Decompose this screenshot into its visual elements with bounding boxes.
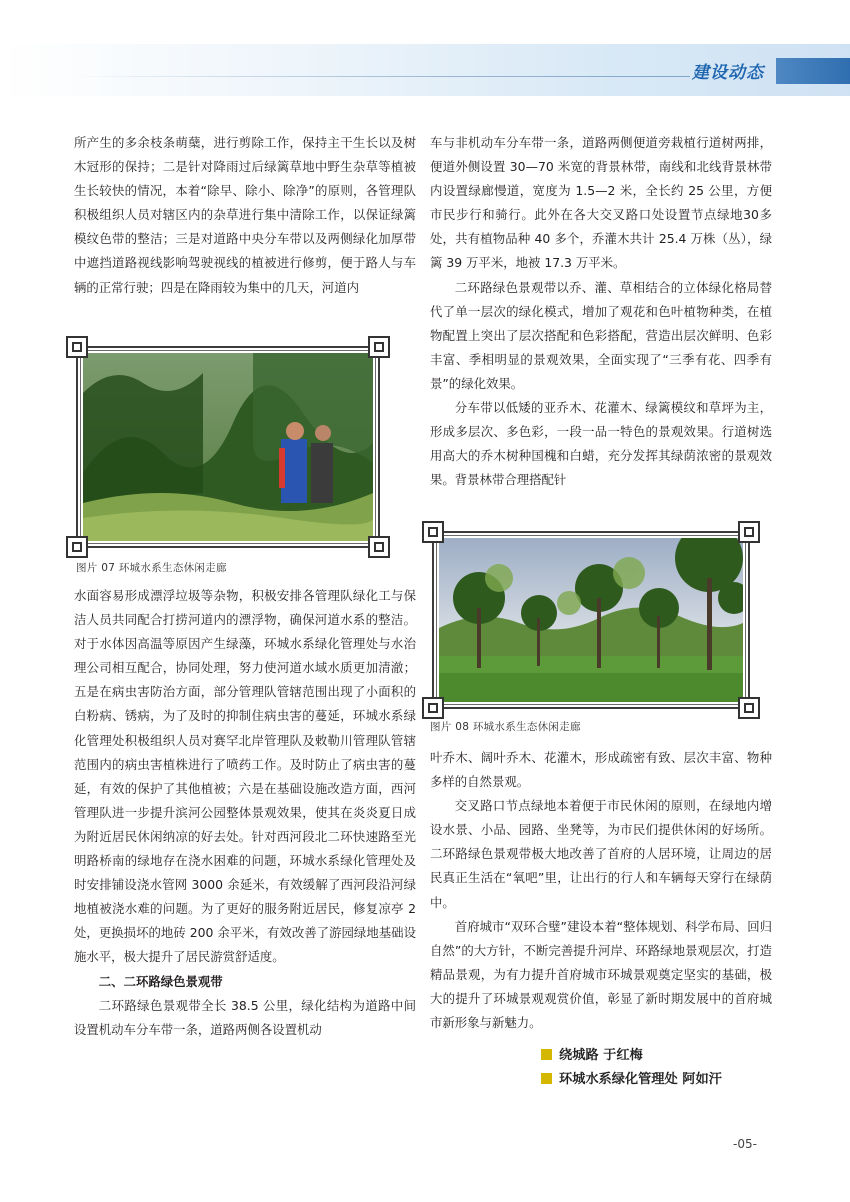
- section-header-title: 建设动态: [692, 63, 764, 83]
- frame-corner-ornament-icon: [738, 697, 760, 719]
- byline-text: 环城水系绿化管理处 阿如汗: [559, 1072, 722, 1087]
- frame-corner-ornament-icon: [66, 336, 88, 358]
- frame-corner-ornament-icon: [738, 521, 760, 543]
- frame-corner-ornament-icon: [422, 521, 444, 543]
- bullet-square-icon: [541, 1049, 552, 1060]
- paragraph: 交叉路口节点绿地本着便于市民休闲的原则，在绿地内增设水景、小品、园路、坐凳等，为市民们提供休闲的好场所。二环路绿色景观带极大地改善了首府的人居环境，让周边的居民真正生活在“氧吧”里，让出行的行人和车辆每天穿行在绿荫中。: [430, 798, 772, 910]
- header-tab: [776, 58, 850, 84]
- paragraph: 叶乔木、阔叶乔木、花灌木，形成疏密有致、层次丰富、物种多样的自然景观。: [430, 750, 772, 790]
- paragraph: 首府城市“双环合璧”建设本着“整体规划、科学布局、回归自然”的大方针，不断完善提升河岸、环路绿地景观层次，打造精品景观，为有力提升首府城市环城景观奠定坚实的基础，极大的提升了环城景观观赏价值，彰显了新时期发展中的首府城市新形象与新魅力。: [430, 918, 772, 1031]
- frame-corner-ornament-icon: [368, 336, 390, 358]
- right-column-top: [430, 131, 772, 492]
- page-number: -05-: [733, 1137, 757, 1151]
- photo-08-frame: [432, 531, 750, 709]
- frame-corner-ornament-icon: [368, 536, 390, 558]
- paragraph: 二环路绿色景观带以乔、灌、草相结合的立体绿化格局替代了单一层次的绿化模式，增加了观花和色叶植物种类，在植物配置上突出了层次搭配和色彩搭配，营造出层次鲜明、色彩丰富、季相明显的景观效果，全面实现了“三季有花、四季有景”的绿化效果。: [430, 279, 772, 391]
- left-column-top: [74, 131, 416, 300]
- photo-07-frame: [76, 346, 380, 548]
- photo-08-caption: 图片 08 环城水系生态休闲走廊: [430, 721, 581, 733]
- frame-corner-ornament-icon: [66, 536, 88, 558]
- section-heading: 二、二环路绿色景观带: [98, 973, 223, 989]
- paragraph: 二环路绿色景观带全长 38.5 公里，绿化结构为道路中间设置机动车分车带一条，道路两侧各设置机动: [74, 997, 416, 1037]
- paragraph: 分车带以低矮的亚乔木、花灌木、绿篱模纹和草坪为主，形成多层次、多色彩，一段一品一特色的景观效果。行道树选用高大的乔木树种国槐和白蜡，充分发挥其绿荫浓密的景观效果。背景林带合理搭配针: [430, 400, 772, 488]
- paragraph: 车与非机动车分车带一条，道路两侧便道旁栽植行道树两排，便道外侧设置 30—70 米宽的背景林带，南线和北线背景林带内设置绿廊慢道，宽度为 1.5—2 米，全长约 25 公里，方便市民步行和骑行。此外在各大交叉路口处设置节点绿地30多处，共有植物品种 40 多个，乔灌木共计 25.4 万株（丛），绿篱 39 万平米，地被 17.3 万平米。: [430, 135, 772, 271]
- paragraph: 水面容易形成漂浮垃圾等杂物，积极安排各管理队绿化工与保洁人员共同配合打捞河道内的漂浮物，确保河道水系的整洁。对于水体因高温等原因产生绿藻，环城水系绿化管理处与水治理公司相互配合，协同处理，努力使河道水域水质更加清澈；五是在病虫害防治方面，部分管理队管辖范围出现了小面积的白粉病、锈病，为了及时的抑制住病虫害的蔓延，环城水系绿化管理处积极组织人员对赛罕北岸管理队及敕勒川管理队管辖范围内的病虫害植株进行了喷药工作。及时防止了病虫害的蔓延，有效的保护了其他植被；六是在基础设施改造方面，西河管理队进一步提升滨河公园整体景观效果，使其在炎炎夏日成为附近居民休闲纳凉的好去处。针对西河段北二环快速路至光明路桥南的绿地存在浇水困难的问题，环城水系绿化管理处及时安排铺设浇水管网 3000 余延米，有效缓解了西河段沿河绿地植被浇水难的问题。为了更好的服务附近居民，修复凉亭 2 处，更换损坏的地砖 200 余平米，有效改善了游园绿地基础设施水平，极大提升了居民游赏舒适度。: [74, 588, 416, 965]
- right-column-bottom: [430, 746, 772, 1035]
- header-rule: [70, 76, 690, 77]
- photo-07-caption: 图片 07 环城水系生态休闲走廊: [76, 562, 227, 574]
- byline: [541, 1044, 643, 1063]
- photo-07-image: [83, 353, 373, 541]
- paragraph: 所产生的多余枝条萌蘖，进行剪除工作，保持主干生长以及树木冠形的保持；二是针对降雨过后绿篱草地中野生杂草等植被生长较快的情况，本着“除早、除小、除净”的原则，各管理队积极组织人员对辖区内的杂草进行集中清除工作，以保证绿篱模纹色带的整洁；三是对道路中央分车带以及两侧绿化加厚带中遮挡道路视线影响驾驶视线的植被进行修剪，便于路人与车辆的正常行驶；四是在降雨较为集中的几天，河道内: [74, 135, 416, 295]
- frame-corner-ornament-icon: [422, 697, 444, 719]
- byline-text: 绕城路 于红梅: [559, 1048, 643, 1063]
- bullet-square-icon: [541, 1073, 552, 1084]
- byline: [541, 1068, 722, 1087]
- left-column-middle: [74, 584, 416, 1042]
- photo-08-image: [439, 538, 743, 702]
